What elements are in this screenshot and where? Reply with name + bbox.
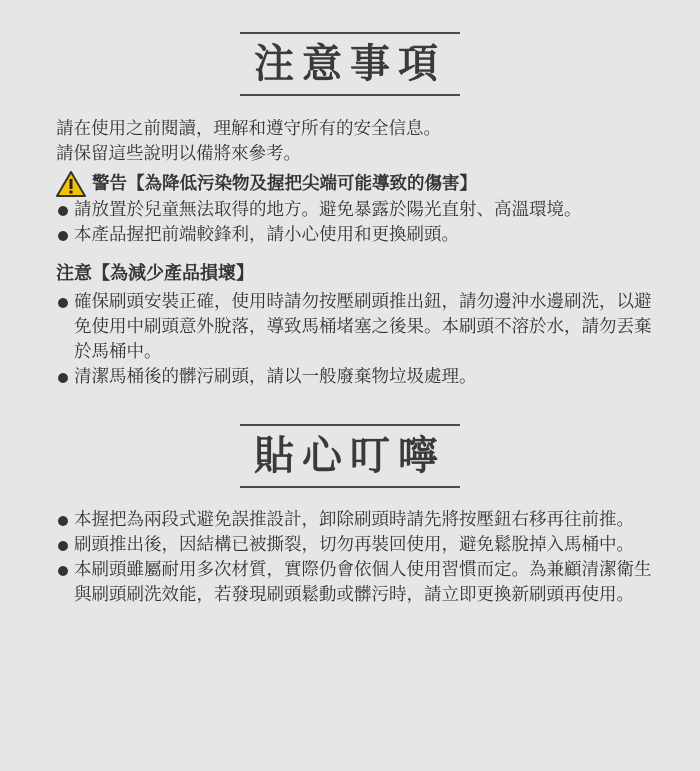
caution-list: [56, 290, 656, 390]
intro-text: [56, 117, 656, 167]
warning-triangle-icon: [56, 171, 86, 197]
list-item: 本產品握把前端較鋒利，請小心使用和更換刷頭。: [56, 223, 656, 248]
warning-title: 警告【為降低污染物及握把尖端可能導致的傷害】: [92, 173, 477, 194]
list-item: 清潔馬桶後的髒污刷頭，請以一般廢棄物垃圾處理。: [56, 365, 656, 390]
list-item: 刷頭推出後，因結構已被撕裂，切勿再裝回使用，避免鬆脫掉入馬桶中。: [56, 533, 656, 558]
list-item: 確保刷頭安裝正確，使用時請勿按壓刷頭推出鈕，請勿邊沖水邊刷洗，以避免使用中刷頭意外脫落，導致馬桶堵塞之後果。本刷頭不溶於水，請勿丟棄於馬桶中。: [56, 290, 656, 365]
warning-title-row: [56, 171, 656, 197]
intro-line-2: 請保留這些說明以備將來參考。: [56, 144, 301, 164]
list-item: 本握把為兩段式避免誤推設計，卸除刷頭時請先將按壓鈕右移再往前推。: [56, 508, 656, 533]
notice-heading: 注意事項: [240, 32, 460, 96]
intro-line-1: 請在使用之前閱讀，理解和遵守所有的安全信息。: [56, 119, 441, 139]
list-item: 本刷頭雖屬耐用多次材質，實際仍會依個人使用習慣而定。為兼顧清潔衛生與刷頭刷洗效能，若發現刷頭鬆動或髒污時，請立即更換新刷頭再使用。: [56, 558, 656, 608]
caution-title: 注意【為減少產品損壞】: [56, 263, 254, 284]
warning-list: [56, 198, 656, 248]
list-item: 請放置於兒童無法取得的地方。避免暴露於陽光直射、高溫環境。: [56, 198, 656, 223]
tips-heading: 貼心叮嚀: [240, 424, 460, 488]
tips-list: [56, 508, 656, 608]
